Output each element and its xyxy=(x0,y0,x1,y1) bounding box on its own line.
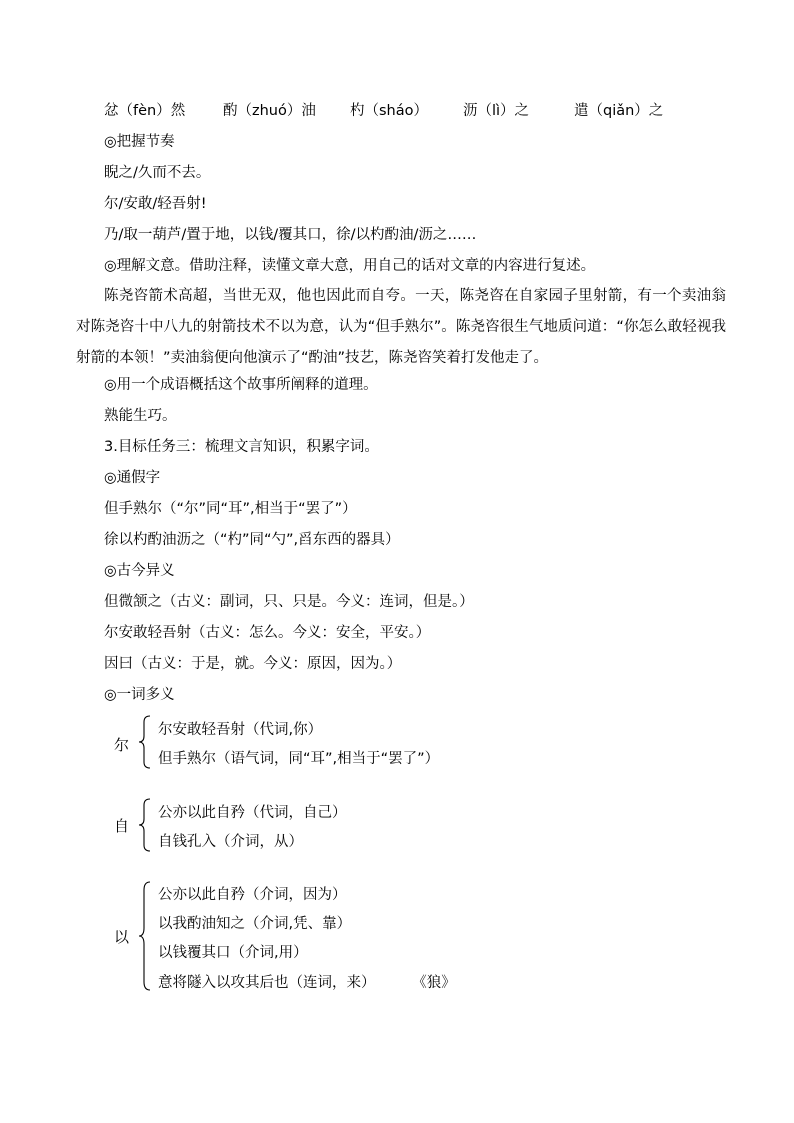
section-heading: ◎用一个成语概括这个故事所阐释的道理。 xyxy=(104,377,378,393)
polysemy-char: 尔 xyxy=(114,736,130,754)
text-line: 因曰（古义：于是，就。今义：原因，因为。） xyxy=(104,656,402,672)
section-heading: ◎理解文意。借助注释，读懂文章大意，用自己的话对文章的内容进行复述。 xyxy=(104,258,596,274)
text-line: 但手熟尔（“尔”同“耳”,相当于“罢了”） xyxy=(104,501,357,517)
polysemy-entry: 尔安敢轻吾射（代词,你） xyxy=(158,722,323,738)
polysemy-entry-with-source xyxy=(158,973,456,993)
task-heading: 3.目标任务三：梳理文言知识，积累字词。 xyxy=(104,439,379,455)
polysemy-entry: 公亦以此自矜（介词，因为） xyxy=(158,887,347,903)
text-line: 熟能生巧。 xyxy=(104,408,177,424)
brace-icon xyxy=(138,797,152,853)
text-line: 尔/安敢/轻吾射! xyxy=(104,196,207,212)
brace-icon xyxy=(138,714,152,770)
text-line: 但微颔之（古义：副词，只、只是。今义：连词，但是。） xyxy=(104,594,474,610)
section-heading: ◎通假字 xyxy=(104,470,161,486)
polysemy-entry: 以钱覆其口（介词,用） xyxy=(158,945,308,961)
section-heading: ◎古今异义 xyxy=(104,563,175,579)
text-line: 尔安敢轻吾射（古义：怎么。今义：安全，平安。） xyxy=(104,625,431,641)
pinyin-item: 遣（qiǎn）之 xyxy=(574,103,664,119)
pinyin-item: 杓（sháo） xyxy=(350,103,429,119)
pinyin-item: 沥（lì）之 xyxy=(463,103,530,119)
polysemy-entry: 以我酌油知之（介词,凭、靠） xyxy=(158,916,352,932)
polysemy-char: 自 xyxy=(114,817,130,835)
section-heading: ◎把握节奏 xyxy=(104,134,175,150)
text-line: 乃/取一葫芦/置于地，以钱/覆其口，徐/以杓酌油/沥之…… xyxy=(104,227,477,243)
polysemy-entry: 意将隧入以攻其后也（连词，来） xyxy=(158,975,376,991)
source-title: 《狼》 xyxy=(419,975,456,991)
brace-icon xyxy=(138,880,152,992)
text-line: 睨之/久而不去。 xyxy=(104,165,211,181)
pinyin-item: 酌（zhuó）油 xyxy=(223,103,316,119)
polysemy-entry: 但手熟尔（语气词，同“耳”,相当于“罢了”） xyxy=(158,751,440,767)
pinyin-item: 忿（fèn）然 xyxy=(104,103,186,119)
section-heading: ◎一词多义 xyxy=(104,687,175,703)
polysemy-entry: 公亦以此自矜（代词，自己） xyxy=(158,805,347,821)
polysemy-char: 以 xyxy=(114,928,130,946)
summary-paragraph: 陈尧咨箭术高超，当世无双，他也因此而自夸。一天，陈尧咨在自家园子里射箭，有一个卖油翁对陈尧咨十中八九的射箭技术不以为意，认为“但手熟尔”。陈尧咨很生气地质问道：“你怎么敢轻视我射箭的本领！”卖油翁便向他演示了“酌油”技艺，陈尧咨笑着打发他走了。 xyxy=(76,288,726,366)
text-line: 徐以杓酌油沥之（“杓”同“勺”,舀东西的器具） xyxy=(104,532,400,548)
polysemy-entry: 自钱孔入（介词，从） xyxy=(158,834,303,850)
